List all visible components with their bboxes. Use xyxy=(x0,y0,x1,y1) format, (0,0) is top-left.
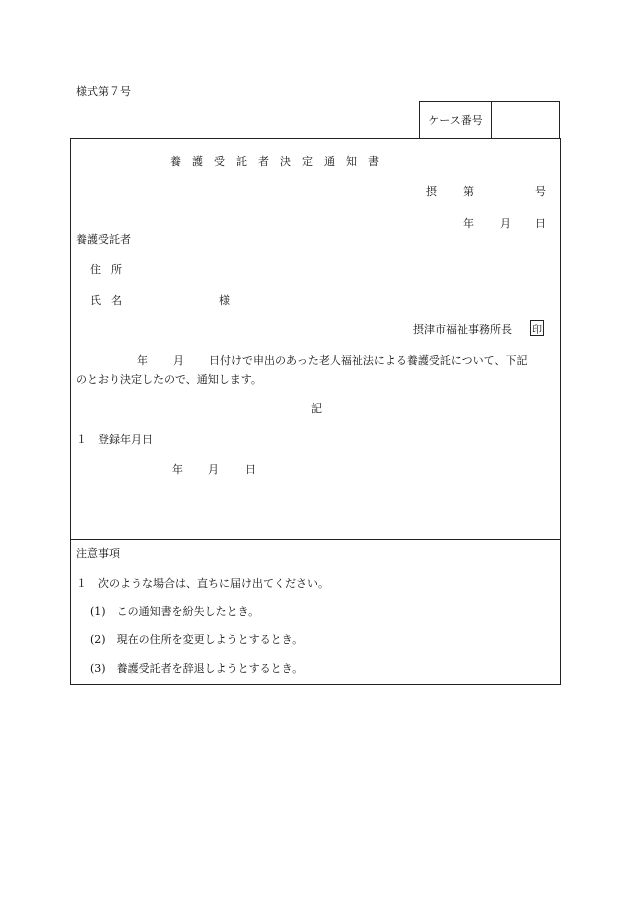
honorific: 様 xyxy=(219,294,230,307)
body-text-line2: のとおり決定したので、通知します。 xyxy=(76,373,262,386)
address-label: 住所 xyxy=(90,263,132,276)
case-number-label: ケース番号 xyxy=(420,102,492,138)
case-number-box xyxy=(419,101,560,138)
notes-sub-2: (2) 現在の住所を変更しようとするとき。 xyxy=(90,633,304,646)
seal-box xyxy=(530,320,544,336)
issue-date-month: 月 xyxy=(500,217,511,230)
notes-sub-3: (3) 養護受託者を辞退しようとするとき。 xyxy=(90,662,304,675)
registration-year: 年 xyxy=(172,463,183,476)
name-label: 氏名 xyxy=(90,294,132,307)
body-year: 年 xyxy=(137,354,148,367)
reference-middle: 第 xyxy=(463,185,474,198)
registration-month: 月 xyxy=(208,463,219,476)
item-registration-date: １ 登録年月日 xyxy=(76,433,153,446)
issue-date-day: 日 xyxy=(535,217,546,230)
document-title: 養護受託者決定通知書 xyxy=(170,155,390,168)
seal-text: 印 xyxy=(532,324,542,336)
main-frame xyxy=(70,138,561,540)
reference-prefix: 摂 xyxy=(426,185,437,198)
notes-item-1: １ 次のような場合は、直ちに届け出てください。 xyxy=(76,577,329,590)
registration-day: 日 xyxy=(245,463,256,476)
notes-title: 注意事項 xyxy=(76,547,120,560)
body-text-line1: 日付けで申出のあった老人福祉法による養護受託について、下記 xyxy=(209,354,528,367)
recipient-label: 養護受託者 xyxy=(76,233,131,246)
issue-date-year: 年 xyxy=(463,217,474,230)
issuer: 摂津市福祉事務所長 xyxy=(413,323,512,336)
form-number: 様式第７号 xyxy=(76,85,131,98)
body-month: 月 xyxy=(173,354,184,367)
reference-suffix: 号 xyxy=(535,185,546,198)
case-number-field[interactable] xyxy=(492,102,559,138)
notes-sub-1: (1) この通知書を紛失したとき。 xyxy=(90,605,260,618)
ki-heading: 記 xyxy=(311,402,322,415)
